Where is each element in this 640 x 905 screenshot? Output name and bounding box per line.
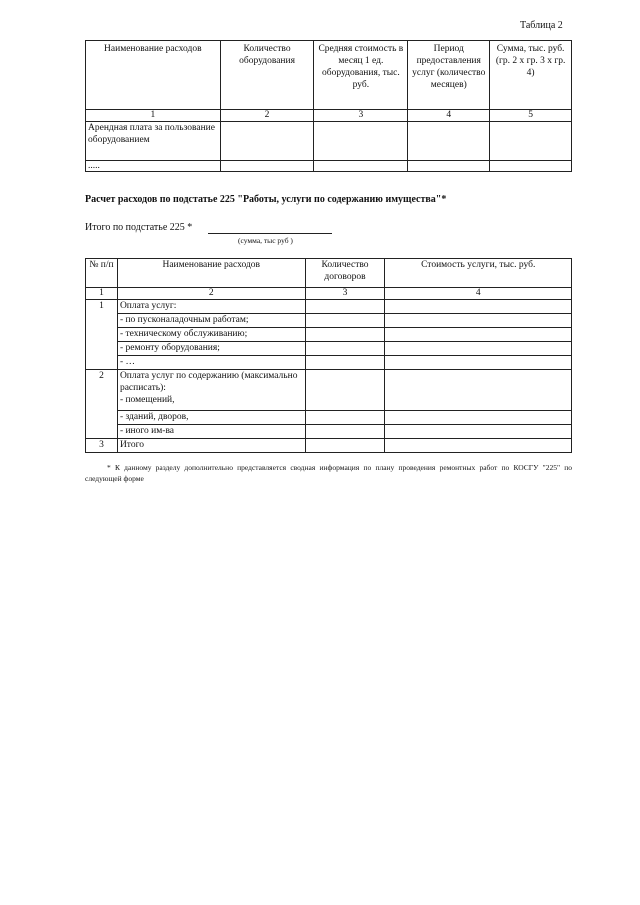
table-cell: - ремонту оборудования; bbox=[117, 342, 305, 356]
table-cell bbox=[220, 161, 314, 172]
table-cell bbox=[385, 356, 572, 370]
table-cell bbox=[385, 314, 572, 328]
table-cell: Оплата услуг: bbox=[117, 300, 305, 314]
column-number: 1 bbox=[86, 110, 221, 122]
table-cell bbox=[220, 122, 314, 161]
table-cell bbox=[305, 328, 385, 342]
table-cell: - … bbox=[117, 356, 305, 370]
column-header: Наименование расходов bbox=[86, 41, 221, 110]
table-cell bbox=[385, 425, 572, 439]
table-cell bbox=[385, 300, 572, 314]
column-header: Стоимость услуги, тыс. руб. bbox=[385, 259, 572, 288]
table-row bbox=[86, 122, 572, 161]
table-cell bbox=[385, 439, 572, 453]
table-cell bbox=[385, 342, 572, 356]
total-label: Итого по подстатье 225 * bbox=[85, 222, 193, 233]
column-header: Средняя стоимость в месяц 1 ед. оборудования, тыс. руб. bbox=[314, 41, 408, 110]
table-row bbox=[86, 342, 572, 356]
table-row bbox=[86, 300, 572, 314]
table-cell: - иного им-ва bbox=[117, 425, 305, 439]
total-blank-line bbox=[208, 233, 332, 234]
table-cell bbox=[490, 161, 572, 172]
column-number: 3 bbox=[305, 288, 385, 300]
table-row bbox=[86, 356, 572, 370]
table-cell bbox=[385, 370, 572, 411]
column-header: Количество договоров bbox=[305, 259, 385, 288]
row-number: 2 bbox=[86, 370, 118, 439]
column-number: 2 bbox=[117, 288, 305, 300]
column-number: 2 bbox=[220, 110, 314, 122]
table-cell bbox=[305, 300, 385, 314]
table-cell bbox=[305, 425, 385, 439]
total-caption: (сумма, тыс руб ) bbox=[238, 236, 293, 245]
equipment-rental-table bbox=[85, 40, 572, 172]
table-row bbox=[86, 161, 572, 172]
table-cell: - техническому обслуживанию; bbox=[117, 328, 305, 342]
table-cell: Арендная плата за пользование оборудованием bbox=[86, 122, 221, 161]
table-row bbox=[86, 439, 572, 453]
table-cell bbox=[408, 122, 490, 161]
table-cell bbox=[314, 122, 408, 161]
table-cell bbox=[385, 328, 572, 342]
column-header: № п/п bbox=[86, 259, 118, 288]
table-cell bbox=[408, 161, 490, 172]
column-number: 4 bbox=[408, 110, 490, 122]
table-cell: - по пусконаладочным работам; bbox=[117, 314, 305, 328]
table-cell: Оплата услуг по содержанию (максимально расписать): - помещений, bbox=[117, 370, 305, 411]
column-number: 3 bbox=[314, 110, 408, 122]
row-number: 1 bbox=[86, 300, 118, 370]
column-header: Количество оборудования bbox=[220, 41, 314, 110]
row-number: 3 bbox=[86, 439, 118, 453]
table-row bbox=[86, 425, 572, 439]
column-header: Сумма, тыс. руб. (гр. 2 х гр. 3 х гр. 4) bbox=[490, 41, 572, 110]
column-header: Период предоставления услуг (количество месяцев) bbox=[408, 41, 490, 110]
footnote: * К данному разделу дополнительно представляется сводная информация по плану проведения ремонтных работ по КОСГУ "225" по следующей форме bbox=[85, 463, 572, 483]
table-cell: ..... bbox=[86, 161, 221, 172]
table-cell bbox=[305, 411, 385, 425]
section-title: Расчет расходов по подстатье 225 "Работы, услуги по содержанию имущества"* bbox=[85, 194, 447, 205]
services-table bbox=[85, 258, 572, 453]
table-cell bbox=[385, 411, 572, 425]
table-cell bbox=[490, 122, 572, 161]
table-cell: - зданий, дворов, bbox=[117, 411, 305, 425]
table-cell bbox=[305, 370, 385, 411]
table-row bbox=[86, 314, 572, 328]
column-header: Наименование расходов bbox=[117, 259, 305, 288]
table-row bbox=[86, 328, 572, 342]
table-cell bbox=[305, 439, 385, 453]
column-number: 4 bbox=[385, 288, 572, 300]
column-number: 5 bbox=[490, 110, 572, 122]
table-cell bbox=[305, 314, 385, 328]
column-number: 1 bbox=[86, 288, 118, 300]
table-cell: Итого bbox=[117, 439, 305, 453]
table-caption: Таблица 2 bbox=[520, 20, 563, 31]
table-cell bbox=[305, 342, 385, 356]
table-cell bbox=[305, 356, 385, 370]
table-row bbox=[86, 370, 572, 411]
table-cell bbox=[314, 161, 408, 172]
table-row bbox=[86, 411, 572, 425]
